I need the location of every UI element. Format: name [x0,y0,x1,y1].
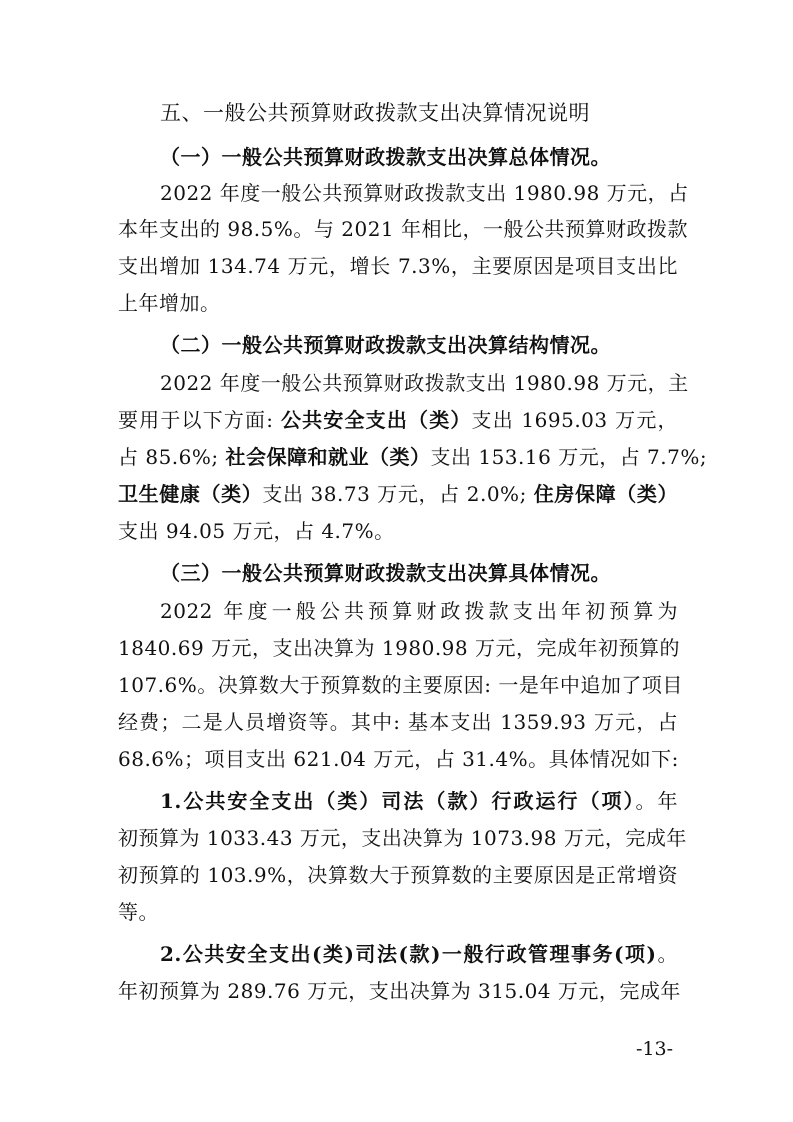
item-2-heading [160,939,678,969]
item-1-heading [160,786,678,816]
item-title: 1.公共安全支出（类）司法（款）行政运行（项） [160,789,636,813]
subsection-title-2: （二）一般公共预算财政拨款支出决算结构情况。 [160,333,611,357]
paragraph-line: 1840.69 万元，支出决算为 1980.98 万元，完成年初预算的 [118,636,680,660]
paragraph-line: 年初预算为 289.76 万元，支出决算为 315.04 万元，完成年 [118,979,681,1003]
text-span: 。 [656,942,679,966]
text-span: 支出 153.16 万元，占 7.7%; [430,445,708,469]
paragraph-line: 上年增加。 [118,291,221,315]
paragraph-line [118,442,708,472]
category-label: 公共安全支出（类） [280,408,472,432]
paragraph-line: 2022 年度一般公共预算财政拨款支出 1980.98 万元，占 [160,181,689,205]
paragraph-line: 2022 年度一般公共预算财政拨款支出年初预算为 [160,599,678,623]
category-label: 住房保障（类） [533,482,679,506]
paragraph-line [118,479,678,509]
paragraph-line [118,405,678,435]
paragraph-line: 107.6%。决算数大于预算数的主要原因: 一是年中追加了项目 [118,673,683,697]
section-heading: 五、一般公共预算财政拨款支出决算情况说明 [160,101,590,125]
text-span: 要用于以下方面: [118,408,281,432]
paragraph-line: 等。 [118,900,159,924]
paragraph-line: 本年支出的 98.5%。与 2021 年相比，一般公共预算财政拨款 [118,217,689,241]
paragraph-line: 支出 94.05 万元，占 4.7%。 [118,519,395,543]
paragraph-line: 经费；二是人员增资等。其中: 基本支出 1359.93 万元，占 [118,710,678,734]
category-label: 卫生健康（类） [118,482,263,506]
page-number: -13- [636,1038,674,1060]
paragraph-line: 初预算的 103.9%，决算数大于预算数的主要原因是正常增资 [118,863,678,887]
paragraph-line: 2022 年度一般公共预算财政拨款支出 1980.98 万元，主 [160,371,689,395]
paragraph-line: 初预算为 1033.43 万元，支出决算为 1073.98 万元，完成年 [118,826,687,850]
text-span: 支出 1695.03 万元， [471,408,679,432]
paragraph-line: 支出增加 134.74 万元，增长 7.3%，主要原因是项目支出比 [118,254,678,278]
text-span: 占 85.6%; [118,445,226,469]
subsection-title-1: （一）一般公共预算财政拨款支出决算总体情况。 [160,145,611,169]
text-span: 。年 [635,789,678,813]
text-span: 支出 38.73 万元，占 2.0%; [262,482,534,506]
category-label: 社会保障和就业（类） [225,445,431,469]
item-title: 2.公共安全支出(类)司法(款)一般行政管理事务(项) [160,942,657,966]
subsection-title-3: （三）一般公共预算财政拨款支出决算具体情况。 [160,561,611,585]
paragraph-line: 68.6%；项目支出 621.04 万元，占 31.4%。具体情况如下: [118,747,679,771]
